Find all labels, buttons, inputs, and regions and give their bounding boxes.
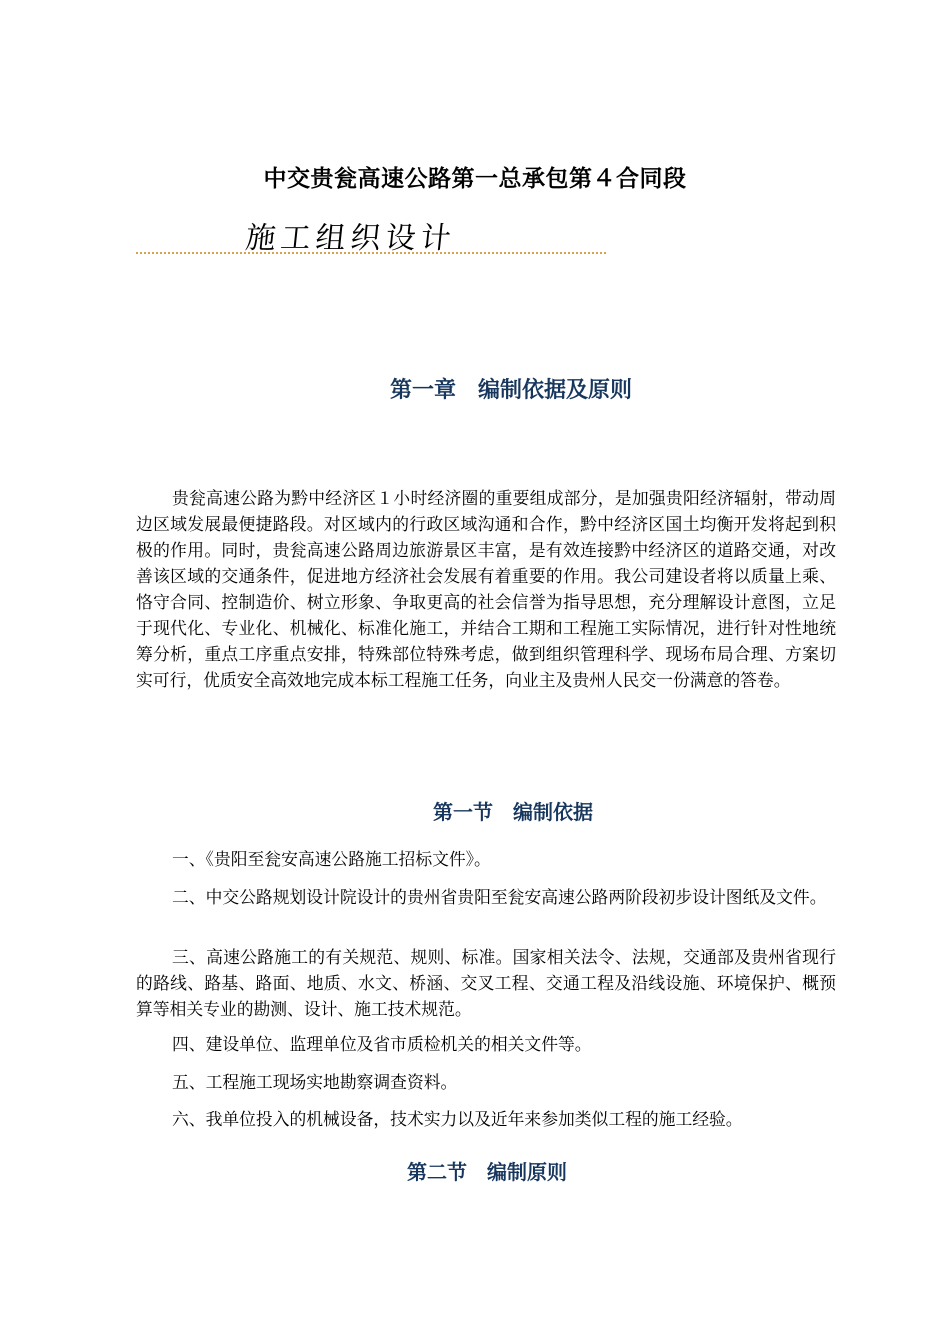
basis-item-2: 二、中交公路规划设计院设计的贵州省贵阳至瓮安高速公路两阶段初步设计图纸及文件。 (172, 887, 827, 907)
document-title: 中交贵瓮高速公路第一总承包第４合同段 (263, 166, 687, 192)
basis-item-4: 四、建设单位、监理单位及省市质检机关的相关文件等。 (172, 1034, 592, 1054)
basis-item-5: 五、工程施工现场实地勘察调查资料。 (172, 1072, 458, 1092)
section-heading-principles: 第二节 编制原则 (407, 1160, 567, 1184)
basis-item-3: 三、高速公路施工的有关规范、规则、标准。国家相关法令、法规，交通部及贵州省现行的路线、路基、路面、地质、水文、桥涵、交叉工程、交通工程及沿线设施、环境保护、概预算等相关专业的勘测、设计、施工技术规范。 (136, 947, 836, 1019)
chapter-intro-paragraph: 贵瓮高速公路为黔中经济区１小时经济圈的重要组成部分，是加强贵阳经济辐射，带动周边区域发展最便捷路段。对区域内的行政区域沟通和合作，黔中经济区国土均衡开发将起到积极的作用。同时，贵瓮高速公路周边旅游景区丰富，是有效连接黔中经济区的道路交通，对改善该区域的交通条件，促进地方经济社会发展有着重要的作用。我公司建设者将以质量上乘、恪守合同、控制造价、树立形象、争取更高的社会信誉为指导思想，充分理解设计意图，立足于现代化、专业化、机械化、标准化施工，并结合工期和工程施工实际情况，进行针对性地统筹分析，重点工序重点安排，特殊部位特殊考虑，做到组织管理科学、现场布局合理、方案切实可行，优质安全高效地完成本标工程施工任务，向业主及贵州人民交一份满意的答卷。 (136, 488, 836, 690)
title-divider (136, 252, 606, 254)
section-heading-basis: 第一节 编制依据 (433, 800, 593, 824)
document-subtitle: 施工组织设计 (243, 221, 458, 256)
chapter-heading: 第一章 编制依据及原则 (389, 378, 632, 403)
basis-item-6: 六、我单位投入的机械设备，技术实力以及近年来参加类似工程的施工经验。 (172, 1109, 743, 1129)
basis-item-1: 一、《贵阳至瓮安高速公路施工招标文件》。 (172, 849, 491, 869)
